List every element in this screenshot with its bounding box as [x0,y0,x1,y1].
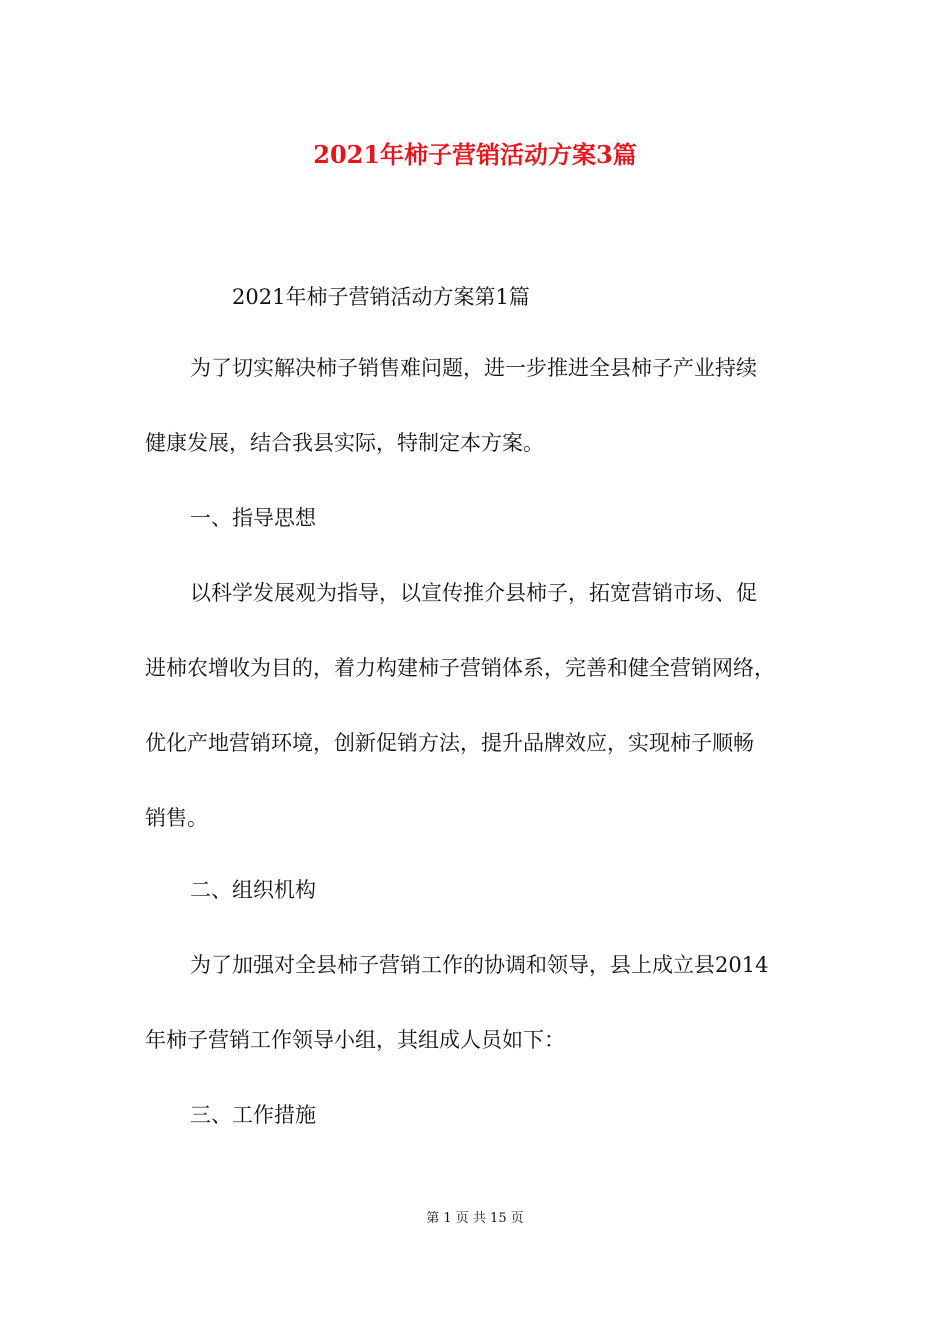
paragraph-line: 以科学发展观为指导，以宣传推介县柿子，拓宽营销市场、促 [190,581,757,605]
paragraph-line: 年柿子营销工作领导小组，其组成人员如下： [145,1028,565,1052]
paragraph-line: 为了切实解决柿子销售难问题，进一步推进全县柿子产业持续 [190,356,757,380]
heading-work-measures: 三、工作措施 [190,1103,316,1127]
section-subtitle: 2021年柿子营销活动方案第1篇 [232,285,530,309]
page-footer: 第 1 页 共 15 页 [426,1211,524,1226]
paragraph-line: 为了加强对全县柿子营销工作的协调和领导，县上成立县2014 [190,953,769,977]
document-title: 2021年柿子营销活动方案3篇 [313,140,637,169]
heading-guiding-ideology: 一、指导思想 [190,506,316,530]
paragraph-line: 优化产地营销环境，创新促销方法，提升品牌效应，实现柿子顺畅 [145,731,754,755]
paragraph-line: 健康发展，结合我县实际，特制定本方案。 [145,431,544,455]
paragraph-line: 进柿农增收为目的，着力构建柿子营销体系，完善和健全营销网络， [145,656,775,680]
paragraph-line: 销售。 [145,806,208,830]
heading-organization: 二、组织机构 [190,878,316,902]
